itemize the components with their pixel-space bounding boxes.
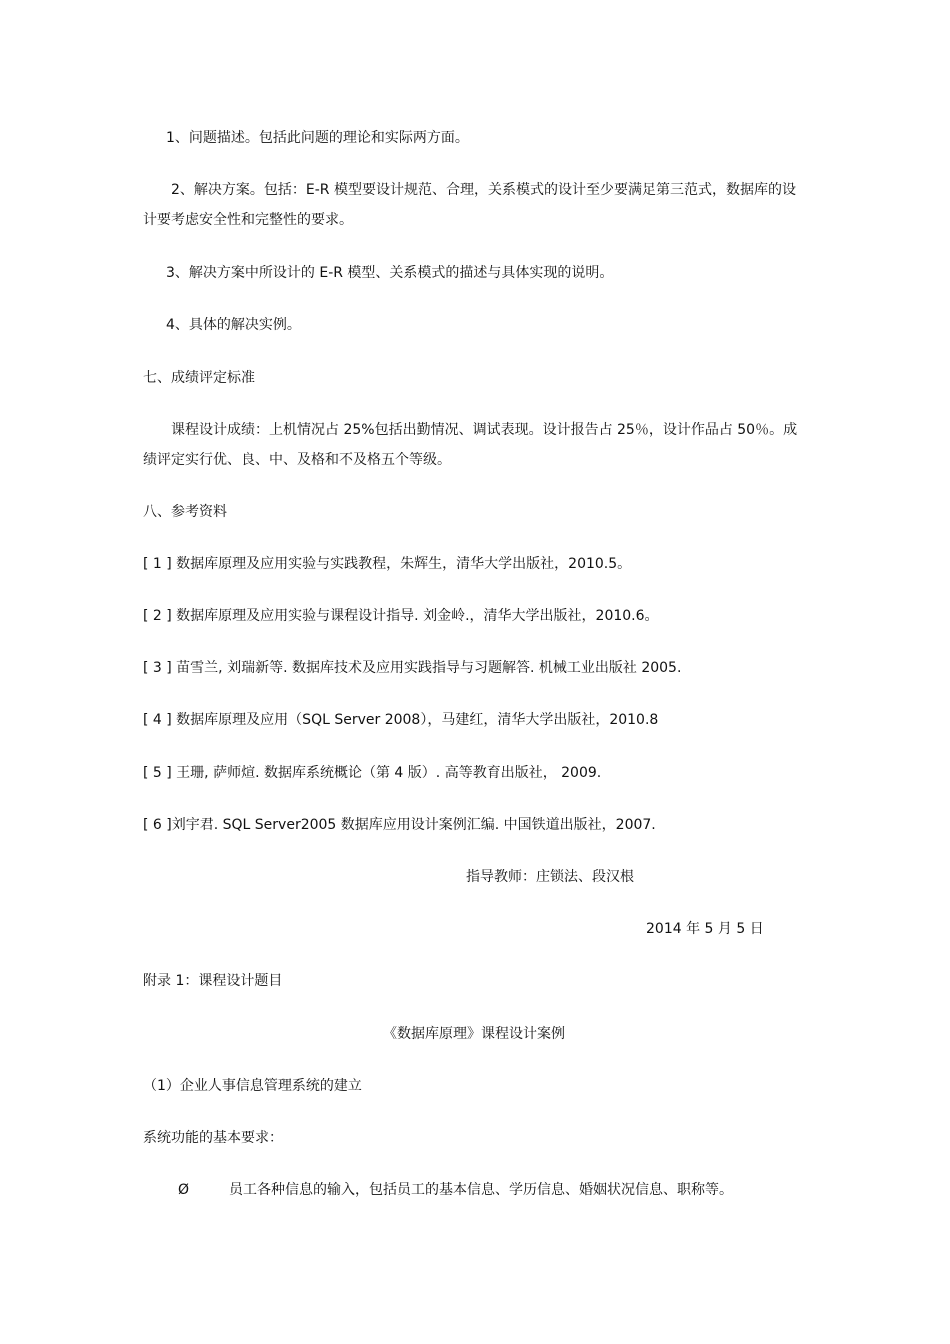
requirement-item: 2、解决方案。包括：E-R 模型要设计规范、合理，关系模式的设计至少要满足第三范式，数据库的设计要考虑安全性和完整性的要求。 [143, 182, 796, 228]
teacher-signature: 指导教师：庄锁法、段汉根 [466, 869, 634, 885]
bullet-icon: Ø [178, 1182, 190, 1198]
reference-item: [ 1 ] 数据库原理及应用实验与实践教程，朱辉生，清华大学出版社，2010.5。 [143, 556, 632, 572]
requirement-item: 4、具体的解决实例。 [166, 317, 301, 333]
reference-item: [ 6 ]刘宇君. SQL Server2005 数据库应用设计案例汇编. 中国铁道出版社，2007. [143, 817, 656, 833]
reference-item: [ 4 ] 数据库原理及应用（SQL Server 2008），马建红，清华大学出版社，2010.8 [143, 712, 659, 728]
requirements-label: 系统功能的基本要求： [143, 1130, 283, 1146]
bullet-item: 员工各种信息的输入，包括员工的基本信息、学历信息、婚姻状况信息、职称等。 [229, 1182, 733, 1198]
section-heading-grading: 七、成绩评定标准 [143, 370, 255, 386]
requirement-item: 3、解决方案中所设计的 E-R 模型、关系模式的描述与具体实现的说明。 [166, 265, 614, 281]
signature-date: 2014 年 5 月 5 日 [646, 921, 764, 937]
reference-item: [ 2 ] 数据库原理及应用实验与课程设计指导. 刘金岭.，清华大学出版社，2010.6。 [143, 608, 659, 624]
grading-paragraph: 课程设计成绩：上机情况占 25%包括出勤情况、调试表现。设计报告占 25％，设计作品占 50％。成绩评定实行优、良、中、及格和不及格五个等级。 [143, 422, 798, 468]
section-heading-references: 八、参考资料 [143, 504, 227, 520]
appendix-label: 附录 1：课程设计题目 [143, 973, 283, 989]
reference-item: [ 3 ] 苗雪兰, 刘瑞新等. 数据库技术及应用实践指导与习题解答. 机械工业出版社 2005. [143, 660, 682, 676]
case-heading: （1）企业人事信息管理系统的建立 [143, 1078, 362, 1094]
requirement-item: 1、问题描述。包括此问题的理论和实际两方面。 [166, 130, 469, 146]
appendix-title: 《数据库原理》课程设计案例 [383, 1026, 565, 1042]
reference-item: [ 5 ] 王珊, 萨师煊. 数据库系统概论（第 4 版）. 高等教育出版社， 2009. [143, 765, 602, 781]
